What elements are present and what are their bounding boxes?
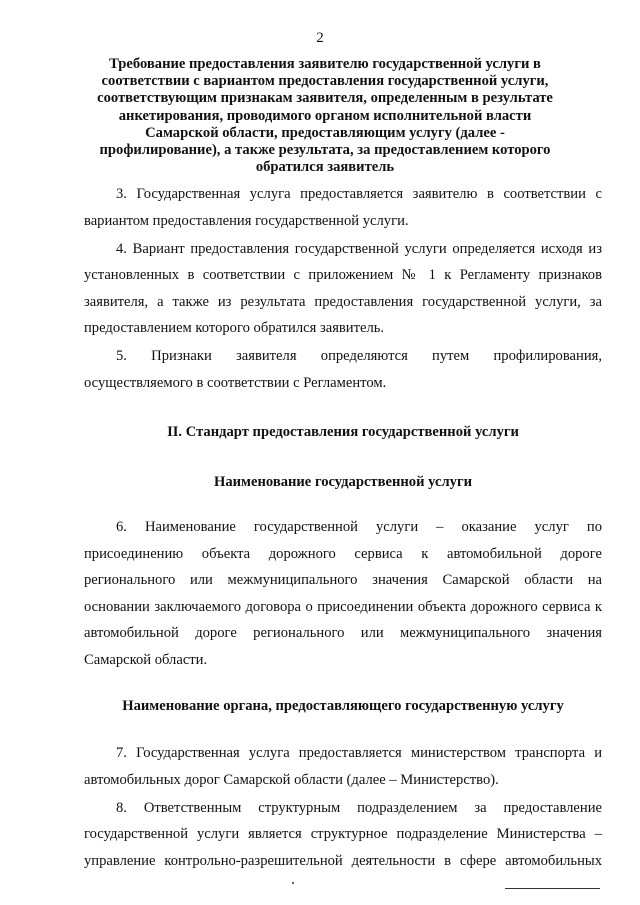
paragraphs-block-1 xyxy=(84,181,602,396)
footer-mark xyxy=(292,882,294,884)
paragraph-4: 4. Вариант предоставления государственной услуги определяется исходя из установленных в соответствии с приложением № 1 к Регламенту признаков заявителя, а также из результата предоставления государственной услуги, за предоставлением которого обратился заявитель. xyxy=(84,240,602,336)
paragraph-6: 6. Наименование государственной услуги – оказание услуг по присоединению объекта дорожного сервиса к автомобильной дороге регионального или межмуниципального значения Самарской области на основании заключаемого договора о присоединении объекта дорожного сервиса к автомобильной дороге регионального или межмуниципального значения Самарской области. xyxy=(84,519,602,668)
heading-standard: II. Стандарт предоставления государственной услуги xyxy=(167,424,519,440)
heading-service-name: Наименование государственной услуги xyxy=(214,474,472,490)
footer-line xyxy=(505,888,600,889)
paragraphs-block-2 xyxy=(84,514,602,673)
heading-organ: Наименование органа, предоставляющего государственную услугу xyxy=(122,698,564,714)
paragraph-8: 8. Ответственным структурным подразделением за предоставление государственной услуги является структурное подразделение Министерства – управление контрольно-разрешительной деятельности в сфере автомобильных xyxy=(84,799,602,869)
paragraph-3: 3. Государственная услуга предоставляется заявителю в соответствии с вариантом предоставления государственной услуги. xyxy=(84,186,602,229)
page-number: 2 xyxy=(316,30,324,46)
paragraphs-block-3 xyxy=(84,740,602,874)
paragraph-7: 7. Государственная услуга предоставляется министерством транспорта и автомобильных дорог Самарской области (далее – Министерство). xyxy=(84,745,602,788)
section-title: Требование предоставления заявителю государственной услуги в соответствии с вариантом предоставления государственной услуги, соответствующим признакам заявителя, определенным в результате анкетирования, проводимого органом исполнительной власти Самарской области, предоставляющим услугу (далее - профилирование), а также результата, за предоставлением которого обратился заявитель xyxy=(97,56,553,176)
paragraph-5: 5. Признаки заявителя определяются путем профилирования, осуществляемого в соответствии с Регламентом. xyxy=(84,348,602,391)
